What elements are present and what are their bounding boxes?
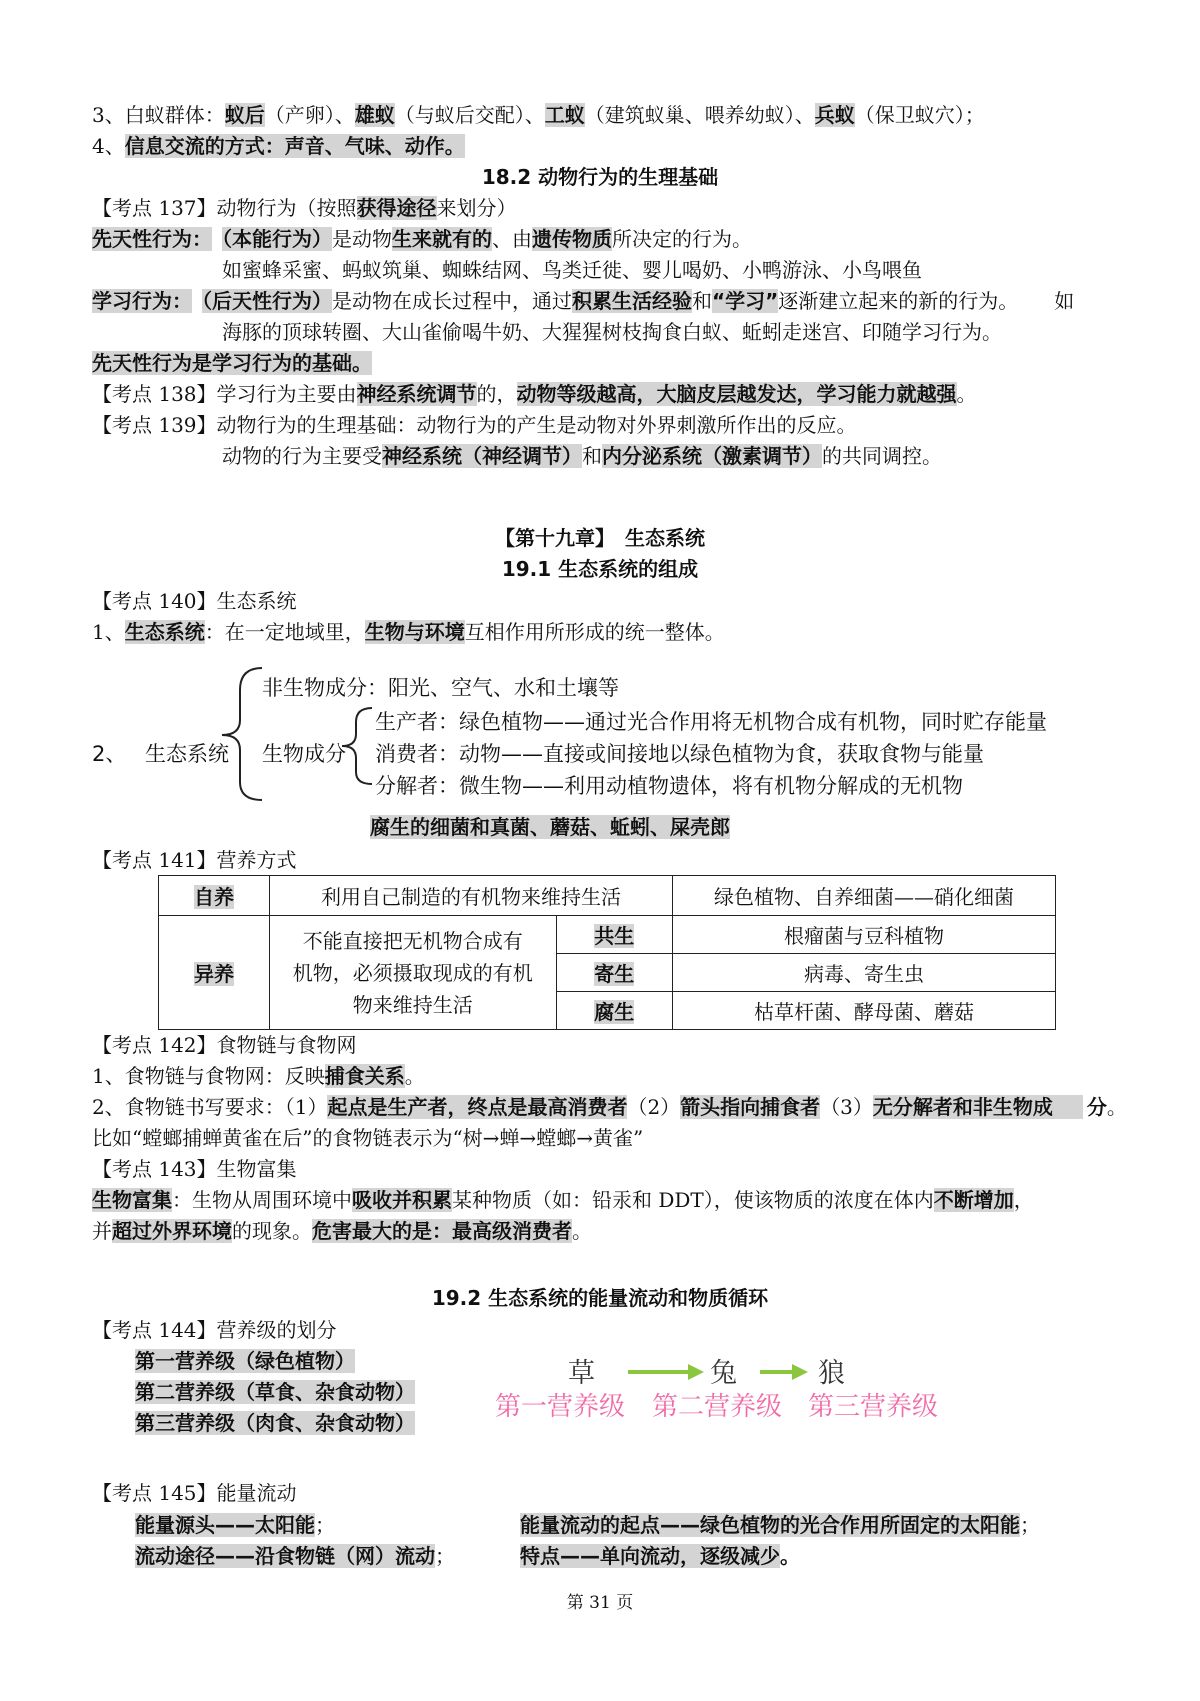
- text: ；: [1020, 1513, 1040, 1537]
- decomposer-examples: [370, 812, 730, 842]
- highlight: 共生: [594, 924, 635, 948]
- table-cell: 病毒、寄生虫: [673, 954, 1056, 992]
- highlight: 工蚁: [544, 103, 585, 127]
- energy-start: [520, 1510, 1040, 1540]
- text: 【考点 137】动物行为（按照: [92, 196, 357, 220]
- text: 逐渐建立起来的新的行为。: [778, 289, 1019, 313]
- highlight: 能量流动的起点——绿色植物的光合作用所固定的太阳能: [520, 1513, 1020, 1537]
- inner-brace: [342, 708, 372, 784]
- page-number: 第 31 页: [566, 1593, 634, 1613]
- trophic-label-2: 第二营养级: [652, 1392, 783, 1422]
- highlight: 蚁后: [224, 103, 265, 127]
- highlight: 生物与环境: [364, 620, 465, 644]
- highlight: 生来就有的: [392, 227, 492, 251]
- abiotic-components: 非生物成分：阳光、空气、水和土壤等: [262, 676, 619, 700]
- bio-accumulation-2: [92, 1216, 592, 1246]
- wolf-label: 狼: [818, 1358, 845, 1389]
- kaodian-139: [92, 410, 857, 440]
- arrow-right-icon: [760, 1364, 808, 1380]
- highlight: 生物富集: [92, 1188, 172, 1212]
- highlight: 自养: [194, 885, 234, 909]
- kaodian-142: 【考点 142】食物链与食物网: [92, 1033, 357, 1057]
- line-termite: [92, 100, 985, 130]
- consumer-line: 消费者：动物——直接或间接地以绿色植物为食，获取食物与能量: [375, 742, 984, 766]
- text: ；: [315, 1513, 335, 1537]
- desc-line: 不能直接把无机物合成有: [302, 928, 523, 953]
- highlight: 特点——单向流动，逐级减少: [520, 1544, 780, 1568]
- highlight: 超过外界环境: [112, 1219, 232, 1243]
- table-cell: [270, 916, 557, 1030]
- text: ：在一定地域里，: [204, 620, 365, 644]
- kaodian-144: 【考点 144】营养级的划分: [92, 1318, 337, 1342]
- text: 。: [404, 1064, 425, 1088]
- highlight: 第三营养级（肉食、杂食动物）: [135, 1411, 415, 1435]
- text: ，: [1013, 1188, 1034, 1212]
- item-number: 2、: [92, 742, 127, 766]
- text: 所决定的行为。: [612, 227, 752, 251]
- highlight: 起点是生产者，终点是最高消费者: [327, 1095, 628, 1119]
- bio-accumulation-1: [92, 1185, 1034, 1215]
- text: （产卵）、: [264, 103, 355, 127]
- text: （3）: [820, 1095, 873, 1119]
- highlight: 危害最大的是：最高级消费者: [312, 1219, 572, 1243]
- text: 和: [582, 444, 602, 468]
- text: 并: [92, 1219, 112, 1243]
- nutrition-table: [158, 875, 1056, 1030]
- highlight: 无分解者和非生物成: [873, 1095, 1083, 1119]
- table-cell: 利用自己制造的有机物来维持生活: [270, 876, 673, 916]
- text: （2）: [627, 1095, 681, 1119]
- text: 3、白蚁群体：: [92, 103, 225, 127]
- kaodian-139-cont: [222, 441, 942, 471]
- level-2: [135, 1377, 415, 1407]
- text: 的，: [476, 382, 517, 406]
- text: 、由: [492, 227, 532, 251]
- section-heading: 19.1 生态系统的组成: [501, 557, 699, 581]
- text: 。: [572, 1219, 592, 1243]
- highlight: 动物等级越高，大脑皮层越发达，学习能力就越强: [516, 382, 957, 406]
- basis-line: [92, 348, 372, 378]
- foodchain-2: [92, 1092, 1127, 1122]
- text: ；: [435, 1544, 455, 1568]
- kaodian-143: 【考点 143】生物富集: [92, 1157, 297, 1181]
- text: 是动物在成长过程中，通过: [332, 289, 572, 313]
- text: 【考点 138】学习行为主要由: [92, 382, 357, 406]
- text: 。: [956, 382, 977, 406]
- section-heading: 18.2 动物行为的生理基础: [481, 165, 719, 189]
- outer-brace: [222, 668, 262, 800]
- highlight: 捕食关系: [324, 1064, 405, 1088]
- highlight: 学习行为：: [92, 289, 192, 313]
- highlight: 腐生: [594, 1000, 635, 1024]
- highlight: 不断增加: [933, 1188, 1014, 1212]
- rabbit-label: 兔: [710, 1358, 737, 1389]
- highlight: 第二营养级（草食、杂食动物）: [135, 1380, 415, 1404]
- text: 【考点 139】动物行为的生理基础：动物行为的产生是动物对外界刺激所作出的反应。: [92, 413, 857, 437]
- text: 4、: [92, 134, 125, 158]
- table-cell: [556, 916, 672, 954]
- highlight: 神经系统（神经调节）: [382, 444, 582, 468]
- learned-examples: 海豚的顶球转圈、大山雀偷喝牛奶、大猩猩树枝掏食白蚁、蚯蚓走迷宫、印随学习行为。: [222, 320, 1002, 344]
- decomposer-line: 分解者：微生物——利用动植物遗体，将有机物分解成的无机物: [375, 774, 963, 798]
- kaodian-138: [92, 379, 977, 409]
- text: 动物的行为主要受: [222, 444, 382, 468]
- ecosystem-definition: [92, 617, 725, 647]
- highlight: 兵蚁: [814, 103, 855, 127]
- energy-path: [135, 1541, 455, 1571]
- highlight: 生态系统: [124, 620, 205, 644]
- text: （与蚁后交配）、: [394, 103, 545, 127]
- highlight: （本能行为）: [222, 227, 332, 251]
- highlight: 先天性行为是学习行为的基础。: [92, 351, 372, 375]
- chapter-heading: 【第十九章】 生态系统: [495, 526, 705, 550]
- text: 来划分）: [436, 196, 517, 220]
- line-info-exchange: [92, 131, 465, 161]
- highlight: 先天性行为：: [92, 227, 212, 251]
- text: 分: [1086, 1095, 1107, 1119]
- highlight: 能量源头——太阳能: [135, 1513, 315, 1537]
- table-row: [159, 916, 1056, 954]
- table-cell: [159, 916, 270, 1030]
- highlight: 积累生活经验: [572, 289, 692, 313]
- table-row: [159, 876, 1056, 916]
- energy-source: [135, 1510, 335, 1540]
- highlight: 箭头指向捕食者: [680, 1095, 821, 1119]
- text: 。: [780, 1544, 800, 1568]
- text: 如: [1054, 289, 1075, 313]
- kaodian-145: 【考点 145】能量流动: [92, 1481, 297, 1505]
- table-cell: 根瘤菌与豆科植物: [673, 916, 1056, 954]
- foodchain-example: 比如“螳螂捕蝉黄雀在后”的食物链表示为“树→蝉→螳螂→黄雀”: [92, 1126, 644, 1150]
- highlight: “学习”: [712, 289, 779, 313]
- text: 是动物: [332, 227, 392, 251]
- highlight: 腐生的细菌和真菌、蘑菇、蚯蚓、屎壳郎: [370, 815, 730, 839]
- section-heading: 19.2 生态系统的能量流动和物质循环: [431, 1286, 769, 1310]
- kaodian-141: 【考点 141】营养方式: [92, 848, 297, 872]
- text: 的现象。: [232, 1219, 312, 1243]
- highlight: 寄生: [594, 962, 635, 986]
- highlight: 雄蚁: [354, 103, 395, 127]
- ecosystem-label: 生态系统: [145, 742, 229, 766]
- highlight: 信息交流的方式：声音、气味、动作。: [124, 134, 465, 158]
- text: 和: [692, 289, 712, 313]
- innate-behavior: [92, 224, 752, 254]
- innate-examples: 如蜜蜂采蜜、蚂蚁筑巢、蜘蛛结网、鸟类迁徙、婴儿喝奶、小鸭游泳、小鸟喂鱼: [222, 258, 922, 282]
- highlight: 第一营养级（绿色植物）: [135, 1349, 355, 1373]
- kaodian-137: [92, 193, 517, 223]
- kaodian-140: 【考点 140】生态系统: [92, 589, 297, 613]
- text: （保卫蚁穴）；: [854, 103, 985, 127]
- energy-feature: [520, 1541, 800, 1571]
- table-cell: 绿色植物、自养细菌——硝化细菌: [673, 876, 1056, 916]
- highlight: 获得途径: [356, 196, 437, 220]
- foodchain-1: [92, 1061, 425, 1091]
- level-3: [135, 1408, 415, 1438]
- text: 1、食物链与食物网：反映: [92, 1064, 325, 1088]
- trophic-label-3: 第三营养级: [808, 1392, 939, 1422]
- highlight: 神经系统调节: [356, 382, 477, 406]
- table-cell: [556, 992, 672, 1030]
- text: 2、食物链书写要求：（1）: [92, 1095, 328, 1119]
- text: 某种物质（如：铅汞和 DDT），使该物质的浓度在体内: [452, 1188, 934, 1212]
- arrow-right-icon: [628, 1364, 704, 1380]
- text: 的共同调控。: [822, 444, 942, 468]
- table-cell: [556, 954, 672, 992]
- biotic-components: 生物成分: [262, 742, 346, 766]
- highlight: 内分泌系统（激素调节）: [602, 444, 822, 468]
- producer-line: 生产者：绿色植物——通过光合作用将无机物合成有机物，同时贮存能量: [375, 710, 1047, 734]
- table-cell: 枯草杆菌、酵母菌、蘑菇: [673, 992, 1056, 1030]
- highlight: 异养: [194, 962, 234, 986]
- trophic-label-1: 第一营养级: [495, 1392, 626, 1422]
- highlight: 遗传物质: [532, 227, 612, 251]
- highlight: 流动途径——沿食物链（网）流动: [135, 1544, 435, 1568]
- table-cell: [159, 876, 270, 916]
- level-1: [135, 1346, 355, 1376]
- highlight: 吸收并积累: [352, 1188, 452, 1212]
- learned-behavior: [92, 286, 1074, 316]
- text: （建筑蚁巢、喂养幼蚁）、: [584, 103, 815, 127]
- chain-arrows: [620, 1360, 820, 1384]
- text: 1、: [92, 620, 125, 644]
- highlight: （后天性行为）: [202, 289, 332, 313]
- desc-line: 机物，必须摄取现成的有机: [292, 960, 533, 985]
- grass-label: 草: [568, 1358, 595, 1389]
- text: 。: [1106, 1095, 1127, 1119]
- desc-line: 物来维持生活: [352, 992, 473, 1017]
- text: 互相作用所形成的统一整体。: [464, 620, 725, 644]
- text: ：生物从周围环境中: [172, 1188, 352, 1212]
